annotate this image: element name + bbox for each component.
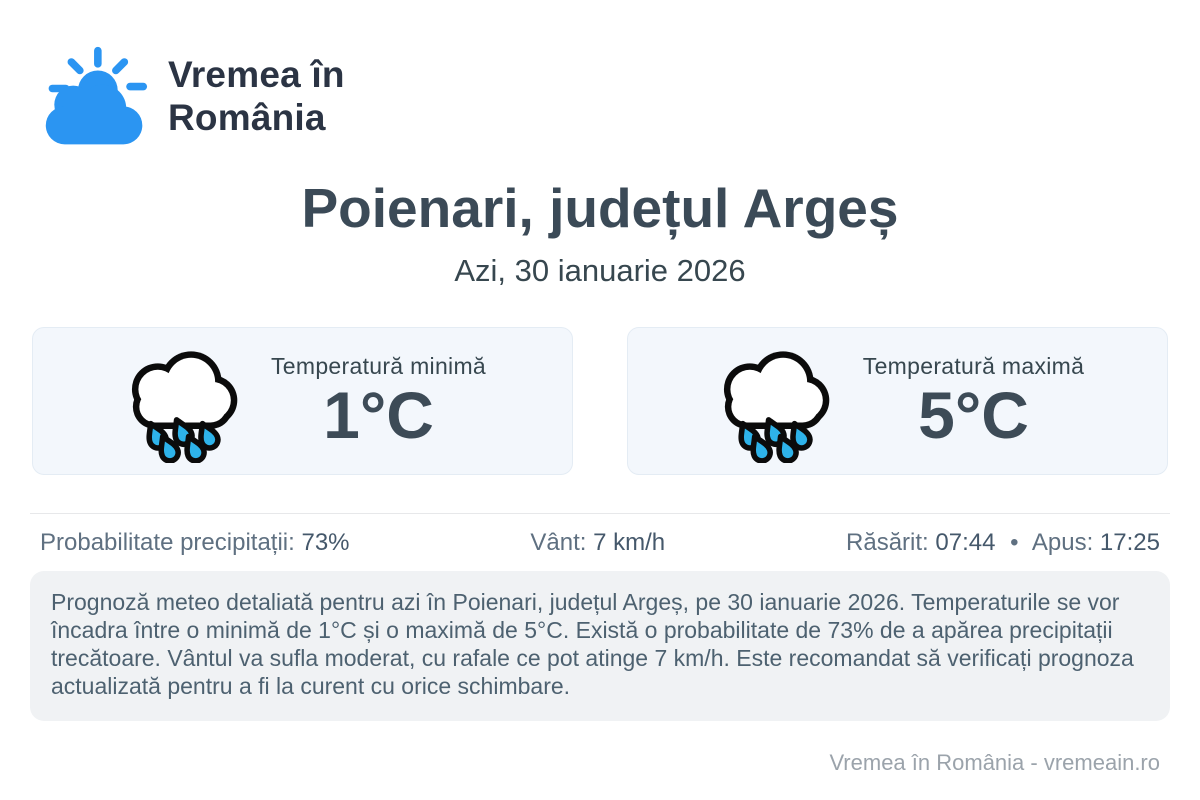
wind-label: Vânt: xyxy=(530,529,587,556)
min-temperature-label: Temperatură minimă xyxy=(270,352,487,379)
brand-name xyxy=(168,54,345,140)
footer-credit: Vremea în România - vremeain.ro xyxy=(829,750,1160,775)
sunset-value: 17:25 xyxy=(1099,529,1160,556)
forecast-summary: Prognoză meteo detaliată pentru azi în Poienari, județul Argeș, pe 30 ianuarie 2026. Temperaturile se vor încadra între o minimă de 1°C și o maximă de 5°C. Există o probabilitate de 73% de a apărea precipitații trecătoare. Vântul va sufla moderat, cu rafale ce pot atinge 7 km/h. Este recomandat să verificați prognoza actualizată pentru a fi la curent cu orice schimbare. xyxy=(30,571,1170,721)
brand-name-line1: Vremea în xyxy=(168,54,345,96)
max-temperature-card xyxy=(627,327,1168,475)
precipitation-stat xyxy=(40,529,350,557)
max-temperature-text xyxy=(862,352,1085,452)
min-temperature-card xyxy=(32,327,573,475)
rain-cloud-icon xyxy=(119,345,241,463)
stats-row xyxy=(30,529,1170,557)
brand-name-line2: România xyxy=(168,97,326,138)
divider xyxy=(30,513,1170,514)
precipitation-label: Probabilitate precipitații: xyxy=(40,529,295,556)
temperature-cards xyxy=(30,327,1170,475)
sunrise-value: 07:44 xyxy=(935,529,996,556)
rain-cloud-icon xyxy=(711,345,833,463)
min-temperature-text xyxy=(270,352,487,452)
max-temperature-label: Temperatură maximă xyxy=(862,352,1085,379)
sun-times-stat xyxy=(846,529,1160,557)
wind-stat xyxy=(530,529,665,557)
date-subtitle: Azi, 30 ianuarie 2026 xyxy=(454,253,746,288)
precipitation-value: 73% xyxy=(301,529,350,556)
bullet-separator: • xyxy=(1010,529,1019,556)
brand-header xyxy=(38,0,1170,150)
sunrise-label: Răsărit: xyxy=(846,529,929,556)
sunset-label: Apus: xyxy=(1031,529,1094,556)
sun-cloud-logo-icon xyxy=(38,44,152,150)
max-temperature-value: 5°C xyxy=(918,377,1029,452)
wind-value: 7 km/h xyxy=(593,529,666,556)
page-title: Poienari, județul Argeș xyxy=(301,177,899,239)
min-temperature-value: 1°C xyxy=(323,377,434,452)
